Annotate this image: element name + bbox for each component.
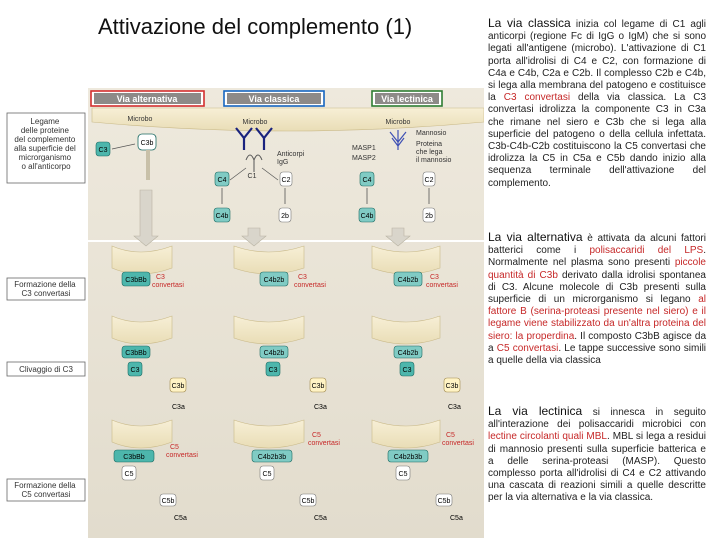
text-segment: è attivata da alcuni fattori batterici come i — [488, 233, 706, 257]
complement-pathways-diagram — [0, 84, 484, 540]
stage-label-formazione-c3 — [7, 278, 85, 300]
svg-text:C4b: C4b — [215, 213, 229, 220]
svg-text:C5a: C5a — [450, 515, 463, 522]
stage-label-formazione-c5 — [7, 479, 85, 501]
text-segment: . Le tappe successive sono simili a quelle della via classica — [488, 342, 707, 367]
c3-convertasi-lectinica — [394, 272, 422, 286]
c4-molecule-lectin — [360, 172, 374, 186]
text-segment: si innesca in seguito all'interazione dei polisaccaridi microbici con — [488, 407, 706, 431]
c4-molecule — [215, 172, 229, 186]
svg-text:C3: C3 — [268, 367, 278, 374]
svg-text:C3b: C3b — [311, 383, 325, 390]
lead-via-lectinica: La via lectinica — [488, 404, 583, 418]
c3b-molecule — [138, 134, 156, 150]
svg-text:C4b2b3b: C4b2b3b — [393, 454, 423, 461]
stage-label-legame — [7, 113, 85, 183]
text-segment: . MBL si lega a residui di mannosio presenti sulla superficie batterica e a delle serina-proteasi (MASP). Questo complesso porta all'idrolisi di C4 e C2 attivando una cascata di reazioni simili a quelle descritte per la via alternativa e la via classica. — [488, 431, 707, 504]
label-mannosio: Mannosio — [416, 130, 447, 137]
label-proteina-mannosio: Proteina che lega il mannosio — [416, 141, 452, 164]
svg-text:C2: C2 — [281, 177, 291, 184]
svg-text:C4b: C4b — [360, 213, 374, 220]
svg-text:C3b: C3b — [171, 383, 185, 390]
c2b-molecule-lectin — [423, 208, 435, 222]
text-segment: inizia col legame di C1 agli anticorpi (regione Fc di IgG o IgM) che si sono legati all'antigene (microbo). L'attivazione di C1 porta all'idrolisi di C4 e C2, con formazione di C4a e C4b, C2a e C2b. Il complesso C2b e C4b, si lega alla membrana del patogeno e costituisce la — [488, 19, 706, 104]
svg-text:C3a: C3a — [314, 404, 327, 411]
microbo-label-classica: Microbo — [242, 119, 268, 126]
svg-text:C4b2b: C4b2b — [397, 277, 419, 284]
svg-text:C5b: C5b — [161, 498, 175, 505]
highlight-c5-convertasi: C5 convertasi — [496, 342, 559, 354]
svg-text:C4b2b: C4b2b — [397, 350, 419, 357]
label-masp2: MASP2 — [352, 155, 376, 162]
svg-text:C4: C4 — [217, 177, 227, 184]
microbo-label-lectinica: Microbo — [385, 119, 411, 126]
svg-text:Legame delle proteine: Legame delle proteine del complemento alla superficie del microrganismo o all'anticorpo — [13, 117, 76, 171]
c3-convertasi-classica — [260, 272, 288, 286]
svg-text:2b: 2b — [281, 213, 289, 220]
c3-convertasi-alt — [122, 272, 150, 286]
svg-text:C3bBb: C3bBb — [125, 277, 147, 284]
svg-text:C5: C5 — [262, 471, 272, 478]
c4b-molecule — [214, 208, 230, 222]
svg-text:C5a: C5a — [314, 515, 327, 522]
svg-text:C5: C5 — [312, 432, 321, 439]
c2-molecule — [280, 172, 292, 186]
svg-text:C5b: C5b — [301, 498, 315, 505]
label-c3-convertasi-classica: C3 convertasi — [294, 274, 326, 289]
highlight-c3-convertasi: C3 convertasi — [503, 92, 571, 104]
highlight-mbl: lectine circolanti quali MBL — [488, 431, 607, 443]
svg-text:C4b2b3b: C4b2b3b — [257, 454, 287, 461]
svg-text:C4b2b: C4b2b — [263, 277, 285, 284]
label-anticorpi-igg: Anticorpi IgG — [277, 151, 305, 166]
header-via-alternativa: Via alternativa — [116, 94, 178, 104]
label-c1: C1 — [247, 173, 257, 180]
highlight-fattore-b: al fattore B (serina-proteasi presente nel siero) e il legame viene stabilizzato da un'altra proteina del siero: la properdina — [488, 294, 706, 342]
lead-via-classica: La via classica — [488, 16, 571, 30]
text-segment: . Normalmente nel plasma sono presenti — [488, 245, 707, 269]
header-via-classica: Via classica — [248, 94, 300, 104]
text-segment: . Il composto C3bB agisce da a — [488, 330, 707, 354]
paragraph-via-alternativa — [488, 231, 706, 367]
highlight-c3b: piccole quantità di C3b — [488, 257, 706, 281]
svg-text:C3bBb: C3bBb — [125, 350, 147, 357]
paragraph-via-lectinica — [488, 405, 706, 505]
svg-text:C5: C5 — [124, 471, 134, 478]
svg-text:C3a: C3a — [448, 404, 461, 411]
svg-text:C3b: C3b — [140, 140, 154, 147]
svg-text:C5: C5 — [398, 471, 408, 478]
microbo-label-alternativa: Microbo — [127, 116, 153, 123]
svg-text:convertasi: convertasi — [442, 440, 474, 447]
header-via-lectinica: Via lectinica — [381, 94, 433, 104]
svg-text:C3b: C3b — [445, 383, 459, 390]
slide-title: Attivazione del complemento (1) — [98, 14, 413, 39]
svg-text:C5b: C5b — [437, 498, 451, 505]
paragraph-via-classica — [488, 17, 706, 190]
stage-label-clivaggio — [7, 362, 85, 376]
svg-text:C5: C5 — [446, 432, 455, 439]
label-c3-convertasi-alt: C3 convertasi — [152, 274, 184, 289]
c2b-molecule — [279, 208, 291, 222]
svg-text:C3bBb: C3bBb — [123, 454, 145, 461]
svg-text:C3: C3 — [98, 147, 108, 154]
text-segment: derivato dalla idrolisi spontanea di C3. Alcune molecole di C3b presenti sulla superficie di un microrganismo si legano — [488, 269, 706, 306]
svg-text:C4b2b: C4b2b — [263, 350, 285, 357]
text-segment: della via classica. La C3 convertasi idrolizza la componente C3 in C3a che rimane nel siero e C3b che si lega alla superficie del patogeno o della cellula infettata. C3b-C4b-C2b costituiscono la C5 convertasi che idrolizza la C5 in C5a e C5b dando inizio alla sequenza terminale dell'attivazione del complemento. — [488, 92, 707, 189]
svg-text:C4: C4 — [362, 177, 372, 184]
svg-text:C3: C3 — [130, 367, 140, 374]
svg-text:2b: 2b — [425, 213, 433, 220]
highlight-lps: polisaccaridi del LPS — [589, 245, 704, 257]
lead-via-alternativa: La via alternativa — [488, 230, 583, 244]
svg-text:Formazione della C3 conv: Formazione della C3 convertasi — [14, 280, 76, 298]
svg-text:C5a: C5a — [174, 515, 187, 522]
svg-text:Clivaggio di C3: Clivaggio di C3 — [19, 365, 73, 374]
svg-text:Formazione della C5 conv: Formazione della C5 convertasi — [14, 481, 76, 499]
svg-text:C5: C5 — [170, 444, 179, 451]
c2-molecule-lectin — [423, 172, 435, 186]
svg-text:C2: C2 — [424, 177, 434, 184]
c4b-molecule-lectin — [359, 208, 375, 222]
c3-molecule — [96, 142, 110, 156]
label-masp1: MASP1 — [352, 145, 376, 152]
svg-text:convertasi: convertasi — [166, 452, 198, 459]
label-c3-convertasi-lectinica: C3 convertasi — [426, 274, 458, 289]
svg-text:convertasi: convertasi — [308, 440, 340, 447]
svg-text:C3: C3 — [402, 367, 412, 374]
svg-text:C3a: C3a — [172, 404, 185, 411]
